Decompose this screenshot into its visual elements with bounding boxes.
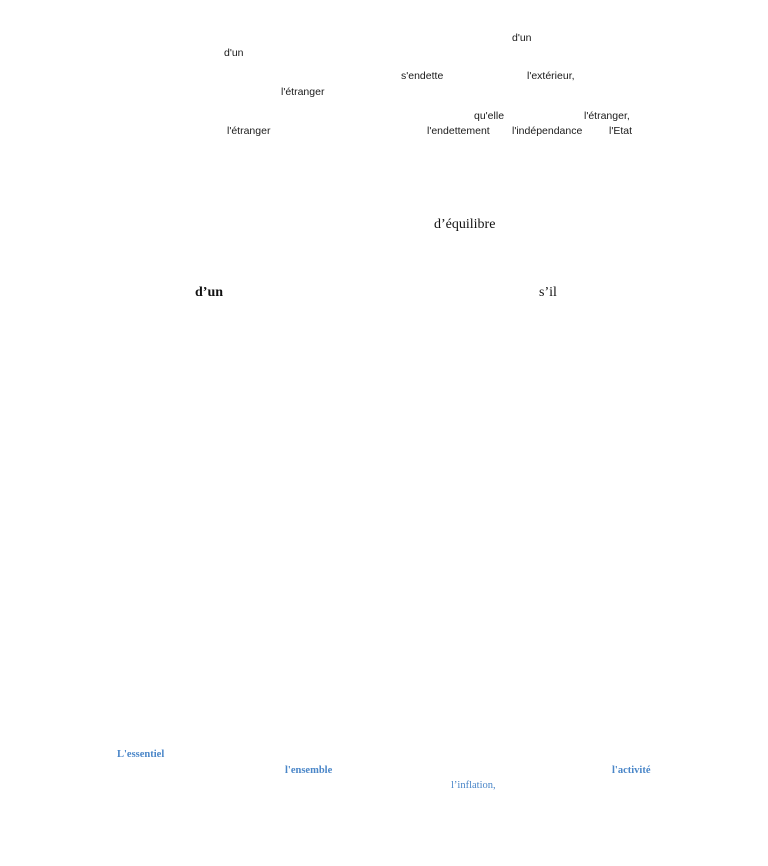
text-fragment-independance: l'indépendance — [512, 125, 583, 137]
text-fragment-etranger-1: l'étranger — [281, 86, 325, 98]
text-fragment-etranger-2: l'étranger, — [584, 110, 630, 122]
text-fragment-activite: l'activité — [612, 765, 651, 776]
text-fragment-etat: l'Etat — [609, 125, 633, 137]
text-fragment-sendette: s'endette — [401, 70, 444, 82]
text-fragment-dun-1: d'un — [512, 32, 532, 44]
text-fragment-dun-bold: d’un — [195, 285, 224, 300]
text-fragment-dun-2: d'un — [224, 47, 244, 59]
text-fragment-inflation: l’inflation, — [451, 780, 496, 791]
text-fragment-sil: s’il — [539, 285, 557, 300]
text-fragment-quelle: qu'elle — [474, 110, 505, 122]
text-fragment-ensemble: l'ensemble — [285, 765, 333, 776]
text-fragment-etranger-3: l'étranger — [227, 125, 271, 137]
text-fragment-equilibre: d’équilibre — [434, 217, 496, 232]
text-fragment-endettement: l'endettement — [427, 125, 490, 137]
text-fragment-exterieur: l'extérieur, — [527, 70, 575, 82]
text-fragment-essentiel: L'essentiel — [117, 749, 165, 760]
